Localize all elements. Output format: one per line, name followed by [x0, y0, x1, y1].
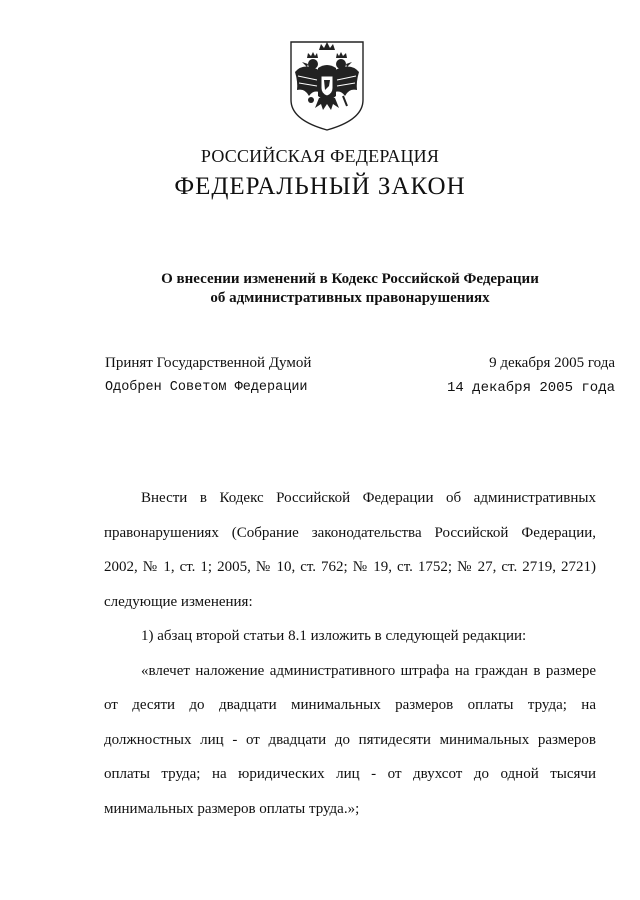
law-title-line-2: об административных правонарушениях — [210, 290, 490, 306]
document-type: ФЕДЕРАЛЬНЫЙ ЗАКОН — [174, 173, 466, 200]
council-label: Одобрен Советом Федерации — [105, 380, 308, 395]
country-name: РОССИЙСКАЯ ФЕДЕРАЦИЯ — [200, 146, 440, 166]
council-date: 14 декабря 2005 года — [446, 380, 615, 396]
duma-label: Принят Государственной Думой — [105, 355, 312, 371]
coat-of-arms-icon — [289, 40, 365, 132]
adoption-row-duma — [105, 355, 615, 375]
adoption-row-council — [105, 380, 615, 400]
body-paragraph-intro: Внести в Кодекс Российской Федерации об административных правонарушениях (Собрание законодательства Российской Федерации, 2002, № 1, ст. 1; 2005, № 10, ст. 762; № 19, ст. 1752; № 27, ст. 2719, 2721) следующие изменения: — [104, 490, 596, 610]
body-paragraph-quote: «влечет наложение административного штрафа на граждан в размере от десяти до двадцати минимальных размеров оплаты труда; на должностных лиц - от двадцати до пятидесяти минимальных размеров оплаты труда; на юридических лиц - от двухсот до одной тысячи минимальных размеров оплаты труда.»; — [104, 662, 596, 817]
law-title-line-1: О внесении изменений в Кодекс Российской Федерации — [161, 271, 539, 287]
body-paragraph-item-1: 1) абзац второй статьи 8.1 изложить в следующей редакции: — [141, 628, 527, 644]
duma-date: 9 декабря 2005 года — [489, 355, 615, 371]
law-body — [104, 481, 596, 826]
law-title — [0, 270, 640, 308]
